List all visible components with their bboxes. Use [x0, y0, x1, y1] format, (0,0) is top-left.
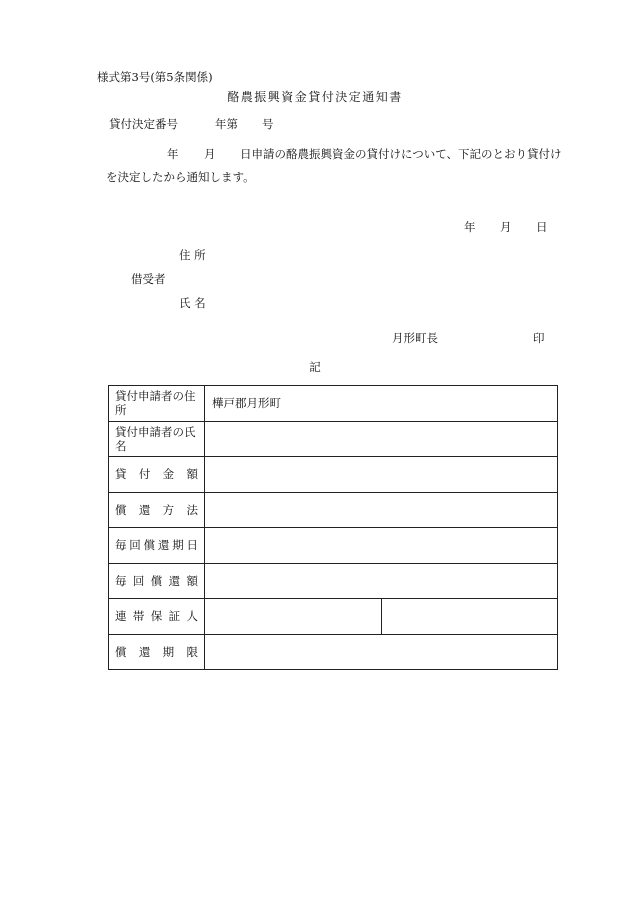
- issuer-title: 月形町長: [392, 331, 438, 345]
- application-year-label: 年: [167, 147, 179, 161]
- decision-number-year-label: 年第: [215, 117, 238, 131]
- row-label-applicant-name: 貸付申請者の氏名: [109, 421, 205, 457]
- recipient-name-label: 氏 名: [179, 296, 206, 310]
- row-label-repayment-deadline: 償還期限: [109, 634, 205, 670]
- form-id: 様式第3号(第5条関係): [97, 70, 213, 84]
- seal-label: 印: [533, 331, 545, 345]
- details-table: [108, 385, 558, 670]
- table-row: [109, 634, 558, 670]
- row-label-repayment-method: 償還方法: [109, 492, 205, 528]
- application-month-label: 月: [204, 147, 216, 161]
- table-row: [109, 563, 558, 599]
- row-label-repayment-date: 毎回償還期日: [109, 528, 205, 564]
- body-text-line1: 日申請の酪農振興資金の貸付けについて、下記のとおり貸付け: [240, 147, 562, 161]
- row-value-repayment-amount: [205, 563, 558, 599]
- ki-heading: 記: [309, 360, 321, 374]
- table-row: [109, 421, 558, 457]
- row-value-loan-amount: [205, 457, 558, 493]
- row-value-repayment-method: [205, 492, 558, 528]
- row-value-repayment-deadline: [205, 634, 558, 670]
- row-label-joint-guarantor: 連帯保証人: [109, 599, 205, 635]
- row-label-repayment-amount: 毎回償還額: [109, 563, 205, 599]
- issue-date-year-label: 年: [464, 220, 476, 234]
- row-value-joint-guarantor-2: [381, 599, 558, 635]
- recipient-address-label: 住 所: [179, 248, 206, 262]
- issue-date-day-label: 日: [536, 220, 548, 234]
- decision-number-label: 貸付決定番号: [109, 117, 178, 131]
- table-row: [109, 599, 558, 635]
- row-value-applicant-name: [205, 421, 558, 457]
- row-label-applicant-address: 貸付申請者の住所: [109, 386, 205, 422]
- row-value-joint-guarantor-1: [205, 599, 382, 635]
- row-value-applicant-address: 樺戸郡月形町: [205, 386, 558, 422]
- issue-date-month-label: 月: [500, 220, 512, 234]
- borrower-label: 借受者: [131, 272, 166, 286]
- document-title: 酪農振興資金貸付決定通知書: [227, 90, 403, 104]
- body-text-line2: を決定したから通知します。: [106, 170, 255, 184]
- row-label-loan-amount: 貸付金額: [109, 457, 205, 493]
- table-row: [109, 492, 558, 528]
- row-value-repayment-date: [205, 528, 558, 564]
- table-row: [109, 528, 558, 564]
- table-row: [109, 386, 558, 422]
- table-row: [109, 457, 558, 493]
- decision-number-suffix: 号: [262, 117, 274, 131]
